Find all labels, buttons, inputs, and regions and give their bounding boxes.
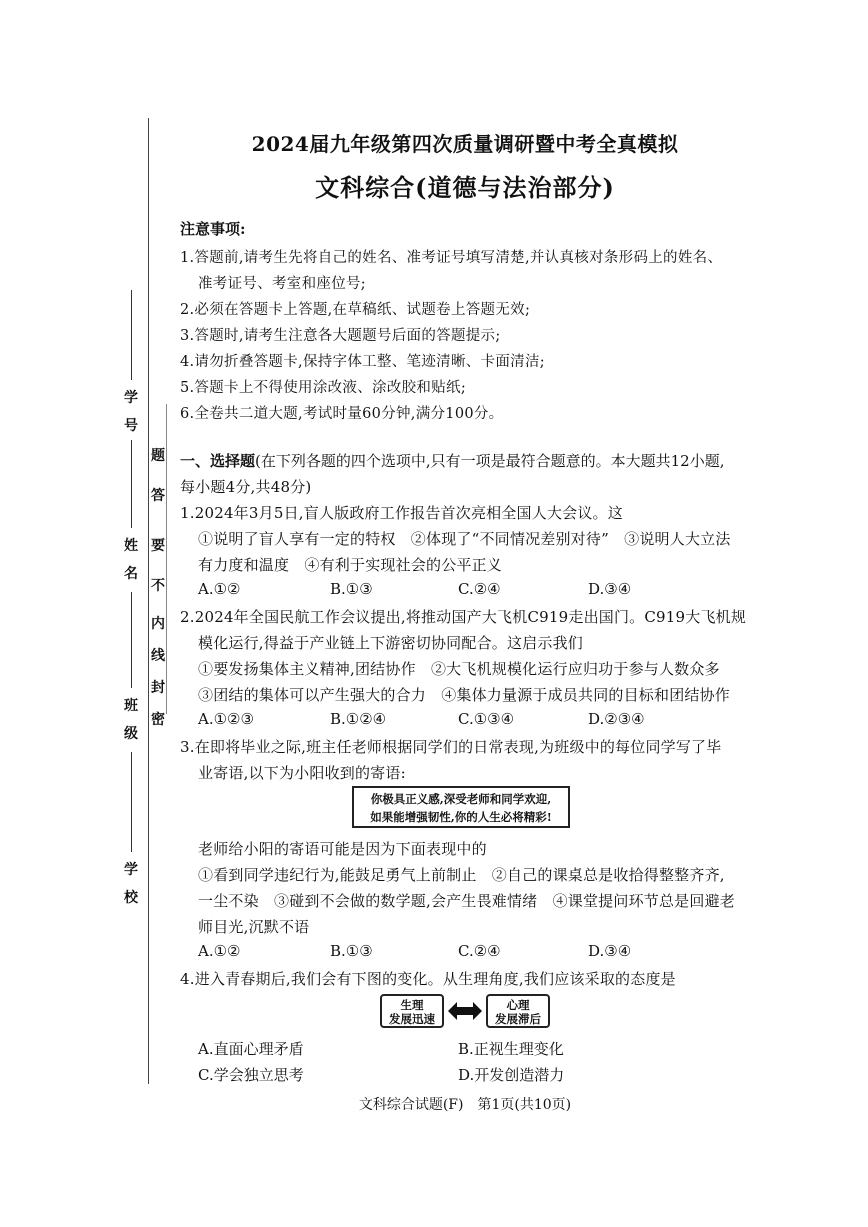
seal-char: 题 (151, 448, 165, 464)
note-item: 2.必须在答题卡上答题,在草稿纸、试题卷上答题无效; (180, 302, 531, 318)
name-field: 姓名 (118, 440, 144, 642)
option-a: A.①② (198, 580, 241, 598)
box-line: 发展滞后 (495, 1012, 541, 1026)
seal-char: 内 (151, 616, 165, 632)
seal-char: 线 (151, 648, 165, 664)
option-c: C.②④ (458, 942, 501, 960)
question-3-line: 一尘不染 ③碰到不会做的数学题,会产生畏难情绪 ④课堂提问环节总是回避老 (198, 892, 735, 910)
note-item: 4.请勿折叠答题卡,保持字体工整、笔迹清晰、卡面清洁; (180, 354, 545, 370)
note-item: 准考证号、考室和座位号; (198, 276, 366, 292)
question-3-line: 老师给小阳的寄语可能是因为下面表现中的 (198, 840, 487, 858)
seal-char: 答 (151, 488, 165, 504)
question-3-line: 业寄语,以下为小阳收到的寄语: (198, 764, 406, 782)
option-c: C.②④ (458, 580, 501, 598)
option-d: D.②③④ (588, 710, 645, 728)
option-c: C.①③④ (458, 710, 515, 728)
option-a: A.直面心理矛盾 (198, 1040, 304, 1058)
question-2-stem: 2.2024年全国民航工作会议提出,将推动国产大飞机C919走出国门。C919大飞机规 (180, 608, 747, 626)
section-heading (180, 450, 725, 471)
question-3-stem: 3.在即将毕业之际,班主任老师根据同学们的日常表现,为班级中的每位同学写了毕 (180, 738, 722, 756)
option-d: D.③④ (588, 580, 632, 598)
seal-char: 密 (151, 712, 165, 728)
option-d: D.开发创造潜力 (458, 1066, 565, 1084)
school-field: 学校 (118, 800, 144, 912)
section-title: 一、选择题 (180, 452, 256, 470)
seal-char: 要 (151, 538, 165, 554)
note-item: 6.全卷共二道大题,考试时量60分钟,满分100分。 (180, 406, 504, 422)
class-field: 班级 (118, 640, 144, 812)
question-3-line: ①看到同学违纪行为,能鼓足勇气上前制止 ②自己的课桌总是收拾得整整齐齐, (198, 866, 725, 884)
question-2-line: 模化运行,得益于产业链上下游密切协同配合。这启示我们 (198, 634, 583, 652)
question-2-line: ③团结的集体可以产生强大的合力 ④集体力量源于成员共同的目标和团结协作 (198, 686, 731, 704)
message-box (352, 786, 570, 828)
exam-subtitle: 文科综合(道德与法治部分) (315, 173, 615, 202)
option-b: B.①②④ (330, 710, 387, 728)
box-line: 生理 (400, 998, 424, 1012)
exam-title: 2024届九年级第四次质量调研暨中考全真模拟 (251, 132, 679, 156)
seal-char: 不 (151, 578, 165, 594)
page-footer: 文科综合试题(F) 第1页(共10页) (358, 1097, 572, 1113)
option-b: B.①③ (330, 580, 373, 598)
double-arrow-icon (448, 1002, 482, 1020)
question-4-stem: 4.进入青春期后,我们会有下图的变化。从生理角度,我们应该采取的态度是 (180, 970, 676, 988)
question-2-line: ①要发扬集体主义精神,团结协作 ②大飞机规模化运行应归功于参与人数众多 (198, 660, 720, 678)
notes-title: 注意事项: (180, 220, 246, 238)
psychology-box (486, 994, 550, 1028)
question-3-line: 师目光,沉默不语 (198, 918, 310, 936)
box-line: 心理 (506, 998, 530, 1012)
option-b: B.正视生理变化 (458, 1040, 564, 1058)
box-line: 发展迅速 (389, 1012, 435, 1026)
seal-char: 封 (151, 680, 165, 696)
note-item: 3.答题时,请考生注意各大题题号后面的答题提示; (180, 328, 501, 344)
physiology-box (380, 994, 444, 1028)
message-line: 你极具正义感,深受老师和同学欢迎, (370, 792, 552, 806)
option-a: A.①② (198, 942, 241, 960)
student-id-field: 学号 (118, 290, 144, 440)
question-1-line: ①说明了盲人享有一定的特权 ②体现了“不同情况差别对待” ③说明人大立法 (198, 530, 731, 548)
note-item: 1.答题前,请考生先将自己的姓名、准考证号填写清楚,并认真核对条形码上的姓名、 (180, 250, 723, 266)
question-1-stem: 1.2024年3月5日,盲人版政府工作报告首次亮相全国人大会议。这 (180, 504, 623, 522)
option-d: D.③④ (588, 942, 632, 960)
option-c: C.学会独立思考 (198, 1066, 304, 1084)
question-1-line: 有力度和温度 ④有利于实现社会的公平正义 (198, 556, 503, 574)
option-a: A.①②③ (198, 710, 254, 728)
message-line: 如果能增强韧性,你的人生必将精彩! (370, 810, 552, 824)
option-b: B.①③ (330, 942, 373, 960)
section-desc: (在下列各题的四个选项中,只有一项是最符合题意的。本大题共12小题, (255, 452, 725, 470)
note-item: 5.答题卡上不得使用涂改液、涂改胶和贴纸; (180, 380, 467, 396)
section-desc-cont: 每小题4分,共48分) (180, 478, 312, 496)
